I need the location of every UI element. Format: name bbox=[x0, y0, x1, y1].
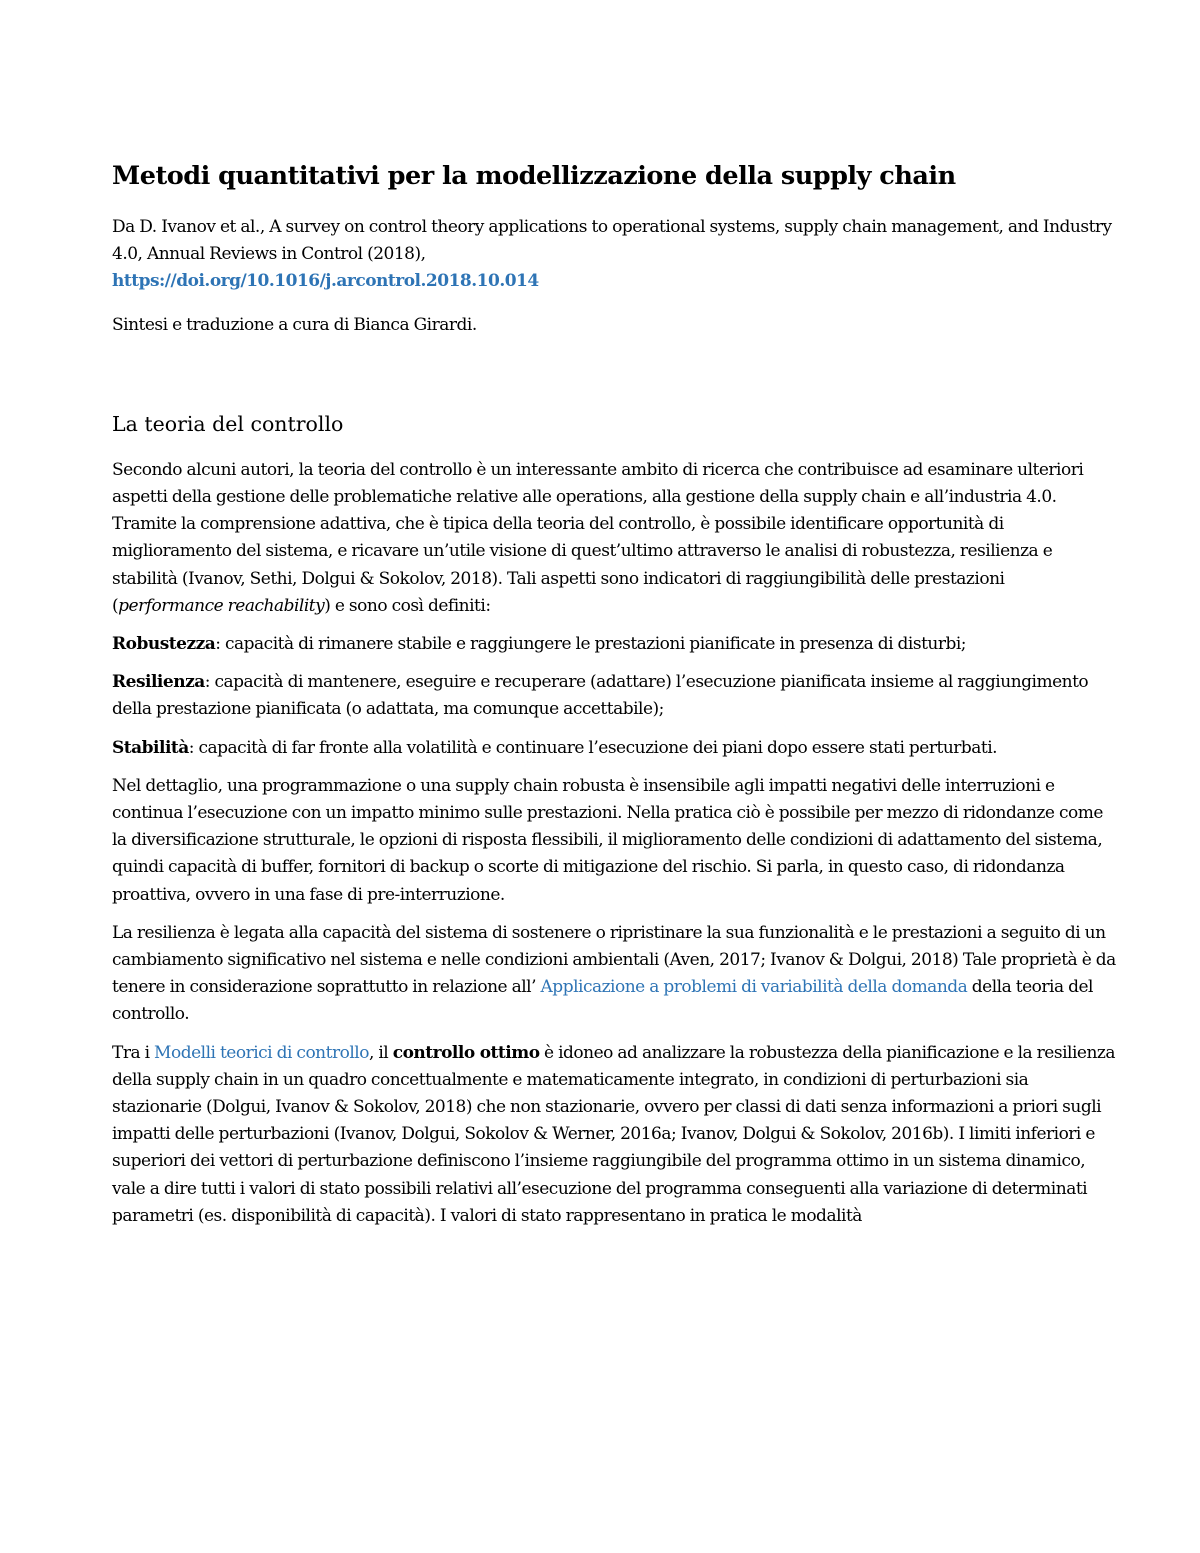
definition-term: Resilienza bbox=[112, 672, 205, 693]
robustness-paragraph: Nel dettaglio, una programmazione o una supply chain robusta è insensibile agli impatti negativi delle interruzioni e continua l’esecuzione con un impatto minimo sulle prestazioni. Nella pratica ciò è possibile per mezzo di ridondanze come la diversificazione strutturale, le opzioni di risposta flessibili, il miglioramento delle condizioni di adattamento del sistema, quindi capacità di buffer, fornitori di backup o scorte di mitigazione del rischio. Si parla, in questo caso, di ridondanza proattiva, ovvero in una fase di pre-interruzione. bbox=[112, 775, 1103, 905]
demand-variability-link[interactable]: Applicazione a problemi di variabilità della domanda bbox=[540, 977, 968, 998]
control-models-link[interactable]: Modelli teorici di controllo bbox=[154, 1042, 369, 1063]
doi-link[interactable]: https://doi.org/10.1016/j.arcontrol.2018.10.014 bbox=[112, 271, 539, 292]
source-citation bbox=[112, 214, 1120, 296]
definition-term: Robustezza bbox=[112, 634, 216, 655]
source-text: Da D. Ivanov et al., A survey on control theory applications to operational systems, supply chain management, and Industry 4.0, Annual Reviews in Control (2018), bbox=[112, 217, 1112, 265]
definition-robustezza: Robustezza: capacità di rimanere stabile e raggiungere le prestazioni pianificate in presenza di disturbi; bbox=[112, 634, 967, 655]
models-paragraph: Tra i Modelli teorici di controllo, il controllo ottimo è idoneo ad analizzare la robustezza della pianificazione e la resilienza della supply chain in un quadro concettualmente e matematicamente integrato, in condizioni di perturbazioni sia stazionarie (Dolgui, Ivanov & Sokolov, 2018) che non stazionarie, ovvero per classi di dati senza informazioni a priori sugli impatti delle perturbazioni (Ivanov, Dolgui, Sokolov & Werner, 2016a; Ivanov, Dolgui & Sokolov, 2016b). I limiti inferiori e superiori dei vettori di perturbazione definiscono l’insieme raggiungibile del programma ottimo in un sistema dinamico, vale a dire tutti i valori di stato possibili relativi all’esecuzione del programma conseguenti alla variazione di determinati parametri (es. disponibilità di capacità). I valori di stato rappresentano in pratica le modalità bbox=[112, 1042, 1115, 1226]
document-title: Metodi quantitativi per la modellizzazione della supply chain bbox=[112, 161, 956, 191]
section-heading: La teoria del controllo bbox=[112, 411, 344, 436]
intro-paragraph: Secondo alcuni autori, la teoria del controllo è un interessante ambito di ricerca che contribuisce ad esaminare ulteriori aspetti della gestione delle problematiche relative alle operations, alla gestione della supply chain e all’industria 4.0. Tramite la comprensione adattiva, che è tipica della teoria del controllo, è possibile identificare opportunità di miglioramento del sistema, e ricavare un’utile visione di quest’ultimo attraverso le analisi di robustezza, resilienza e stabilità (Ivanov, Sethi, Dolgui & Sokolov, 2018). Tali aspetti sono indicatori di raggiungibilità delle prestazioni (performance reachability) e sono così definiti: bbox=[112, 459, 1084, 616]
bold-term: controllo ottimo bbox=[392, 1042, 540, 1063]
definition-stabilita: Stabilità: capacità di far fronte alla volatilità e continuare l’esecuzione dei piani dopo essere stati perturbati. bbox=[112, 737, 998, 758]
resilience-paragraph: La resilienza è legata alla capacità del sistema di sostenere o ripristinare la sua funzionalità e le prestazioni a seguito di un cambiamento significativo nel sistema e nelle condizioni ambientali (Aven, 2017; Ivanov & Dolgui, 2018) Tale proprietà è da tenere in considerazione soprattutto in relazione all’ Applicazione a problemi di variabilità della domanda della teoria del controllo. bbox=[112, 922, 1116, 1025]
definition-resilienza: Resilienza: capacità di mantenere, eseguire e recuperare (adattare) l’esecuzione pianificata insieme al raggiungimento della prestazione pianificata (o adattata, ma comunque accettabile); bbox=[112, 672, 1089, 720]
definition-term: Stabilità bbox=[112, 737, 189, 758]
credit-line: Sintesi e traduzione a cura di Bianca Girardi. bbox=[112, 314, 477, 335]
italic-term: performance reachability bbox=[118, 595, 325, 616]
